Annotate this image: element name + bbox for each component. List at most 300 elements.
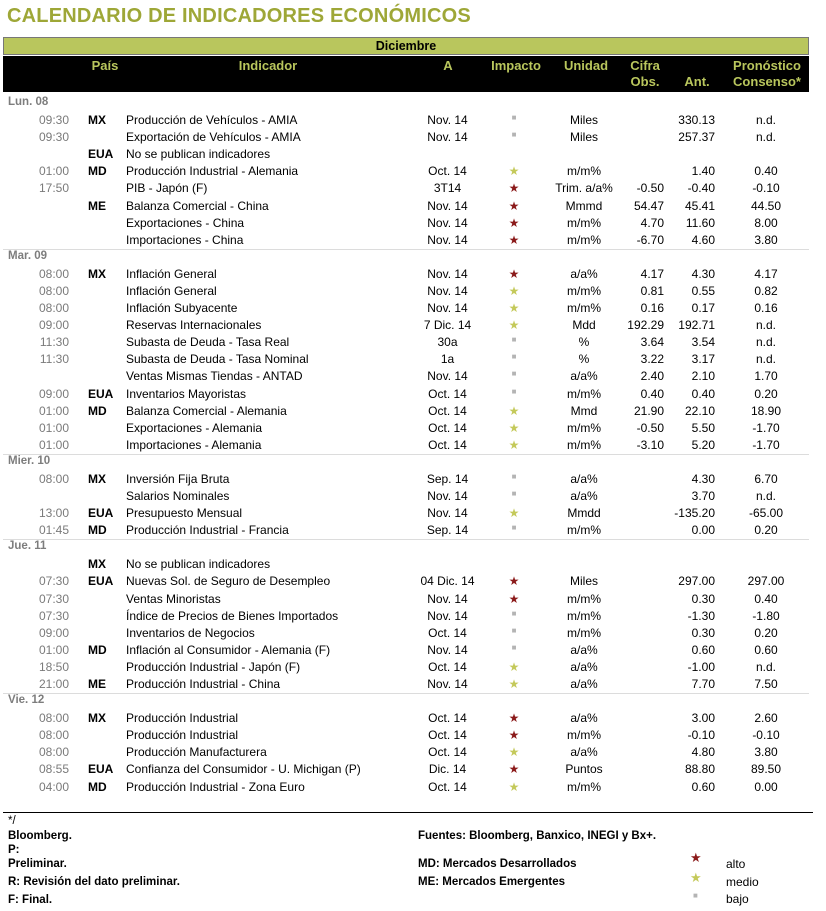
unit-cell: a/a% <box>570 659 598 674</box>
unit-cell: m/m% <box>567 591 601 606</box>
table-row <box>0 368 826 385</box>
period-cell: Dic. 14 <box>428 762 467 777</box>
table-row <box>0 129 826 146</box>
previous-cell: 0.30 <box>691 591 715 606</box>
time-cell: 08:55 <box>38 762 69 777</box>
impact-alto-icon: ★ <box>508 232 520 247</box>
sources-text: Fuentes: Bloomberg, Banxico, INEGI y Bx+. <box>418 830 657 842</box>
period-cell: Nov. 14 <box>427 677 468 691</box>
time-cell: 07:30 <box>38 574 69 589</box>
period-cell: Nov. 14 <box>427 369 468 384</box>
impact-alto-icon: ★ <box>508 266 520 281</box>
previous-cell: 4.60 <box>691 232 715 247</box>
period-cell: Oct. 14 <box>428 437 467 452</box>
impact-bajo-icon: ■ <box>511 608 517 618</box>
forecast-cell: n.d. <box>755 489 776 503</box>
day-label: Jue. 11 <box>8 540 47 553</box>
indicator-cell: Ventas Minoristas <box>126 591 221 606</box>
unit-cell: m/m% <box>567 523 601 538</box>
impact-medio-icon: ★ <box>508 164 520 179</box>
unit-cell: m/m% <box>567 232 601 247</box>
footnote-bloomberg: Bloomberg. <box>8 830 72 842</box>
indicator-cell: Producción Industrial - China <box>126 677 281 691</box>
day-label: Vie. 12 <box>8 694 45 707</box>
pais-cell: EUA <box>88 762 114 777</box>
unit-cell: a/a% <box>570 711 598 726</box>
previous-cell: 3.70 <box>691 489 715 503</box>
previous-cell: 7.70 <box>691 677 715 691</box>
unit-cell: m/m% <box>567 625 601 640</box>
forecast-cell: 0.40 <box>754 591 778 606</box>
time-cell: 08:00 <box>38 728 69 743</box>
observed-cell: 3.64 <box>640 335 664 350</box>
time-cell: 07:30 <box>38 591 69 606</box>
impact-bajo-icon: ■ <box>511 335 517 345</box>
forecast-cell: 18.90 <box>750 403 782 418</box>
previous-cell: 330.13 <box>678 113 715 127</box>
forecast-cell: -1.70 <box>752 437 780 452</box>
pais-cell: MD <box>88 164 107 179</box>
impact-bajo-icon: ■ <box>511 130 517 140</box>
observed-cell: 54.47 <box>633 198 664 213</box>
time-cell: 09:30 <box>38 130 69 145</box>
period-cell: Oct. 14 <box>428 164 467 179</box>
time-cell: 08:00 <box>38 471 69 486</box>
forecast-cell: n.d. <box>755 318 776 333</box>
unit-cell: m/m% <box>567 608 601 623</box>
indicator-cell: Importaciones - China <box>126 232 244 247</box>
indicator-cell: Inflación al Consumidor - Alemania (F) <box>126 642 331 657</box>
unit-cell: Miles <box>569 113 598 127</box>
time-cell: 08:00 <box>38 266 69 281</box>
time-cell: 11:30 <box>39 352 69 367</box>
unit-cell: a/a% <box>570 745 598 760</box>
time-cell: 04:00 <box>38 779 69 794</box>
day-separator <box>3 693 809 694</box>
previous-cell: 0.40 <box>691 386 715 401</box>
period-cell: Nov. 14 <box>427 232 468 247</box>
table-row <box>0 744 826 761</box>
forecast-cell: n.d. <box>755 335 776 350</box>
impact-alto-icon: ★ <box>508 574 520 589</box>
footnote-revision: R: Revisión del dato preliminar. <box>8 876 180 888</box>
indicator-cell: Balanza Comercial - Alemania <box>126 403 287 418</box>
impact-bajo-icon: ■ <box>511 489 517 498</box>
time-cell: 13:00 <box>38 506 69 521</box>
unit-cell: m/m% <box>567 728 601 743</box>
impact-medio-icon: ★ <box>508 506 520 521</box>
impact-medio-icon: ★ <box>508 301 520 315</box>
impact-alto-icon: ★ <box>508 591 520 606</box>
forecast-cell: 297.00 <box>747 574 785 589</box>
forecast-cell: 0.40 <box>754 164 778 179</box>
unit-cell: m/m% <box>567 301 601 315</box>
forecast-cell: 3.80 <box>754 745 778 760</box>
day-label: Lun. 08 <box>8 96 49 108</box>
previous-cell: 3.54 <box>691 335 715 350</box>
indicator-cell: Balanza Comercial - China <box>126 198 269 213</box>
unit-cell: Miles <box>569 130 598 145</box>
previous-cell: 4.80 <box>691 745 715 760</box>
table-row <box>0 608 826 625</box>
period-cell: 30a <box>437 335 458 350</box>
unit-cell: % <box>578 335 590 350</box>
day-separator <box>3 454 809 455</box>
pais-cell: EUA <box>88 147 114 162</box>
previous-cell: 3.00 <box>691 711 715 726</box>
previous-cell: 192.71 <box>678 318 715 333</box>
impact-bajo-icon: ■ <box>511 113 517 122</box>
pais-cell: MX <box>88 113 106 127</box>
time-cell: 21:00 <box>38 677 69 691</box>
forecast-cell: 6.70 <box>754 471 778 486</box>
day-separator <box>3 539 809 540</box>
unit-cell: a/a% <box>570 266 598 281</box>
forecast-cell: 4.17 <box>754 266 778 281</box>
table-row <box>0 334 826 351</box>
header-consenso: Consenso* <box>733 74 801 89</box>
indicator-cell: Exportaciones - China <box>126 215 245 230</box>
table-row <box>0 710 826 727</box>
forecast-cell: -0.10 <box>752 181 780 196</box>
day-label: Mar. 09 <box>8 249 47 262</box>
forecast-cell: -65.00 <box>748 506 784 521</box>
table-row <box>0 386 826 403</box>
unit-cell: Miles <box>569 574 598 589</box>
period-cell: Nov. 14 <box>427 130 468 145</box>
period-cell: Oct. 14 <box>428 659 467 674</box>
previous-cell: 0.30 <box>691 625 715 640</box>
forecast-cell: 0.60 <box>754 642 778 657</box>
indicator-cell: Nuevas Sol. de Seguro de Desempleo <box>126 574 331 589</box>
indicator-cell: No se publican indicadores <box>126 557 271 572</box>
time-cell: 01:00 <box>38 420 69 435</box>
time-cell: 01:00 <box>38 403 69 418</box>
table-row <box>0 727 826 744</box>
unit-cell: a/a% <box>570 642 598 657</box>
time-cell: 08:00 <box>38 283 69 298</box>
page-title: CALENDARIO DE INDICADORES ECONÓMICOS <box>7 5 471 27</box>
month-bar: Diciembre <box>3 37 809 55</box>
observed-cell: 0.40 <box>640 386 664 401</box>
forecast-cell: n.d. <box>755 659 776 674</box>
period-cell: Nov. 14 <box>427 113 468 127</box>
table-row <box>0 112 826 129</box>
previous-cell: 0.55 <box>691 283 715 298</box>
indicator-cell: Producción Industrial - Japón (F) <box>126 659 301 674</box>
time-cell: 01:45 <box>38 523 69 538</box>
unit-cell: m/m% <box>567 779 601 794</box>
pais-cell: ME <box>88 677 106 691</box>
period-cell: 3T14 <box>433 181 462 196</box>
previous-cell: 4.30 <box>691 471 715 486</box>
pais-cell: MX <box>88 557 106 572</box>
time-cell: 17:50 <box>38 181 69 196</box>
table-row <box>0 573 826 590</box>
header-pais: País <box>91 58 119 73</box>
observed-cell: -3.10 <box>636 437 664 452</box>
impact-medio-icon: ★ <box>508 437 520 452</box>
pais-cell: EUA <box>88 574 114 589</box>
impact-medio-icon: ★ <box>508 779 520 794</box>
impact-alto-icon: ★ <box>508 198 520 213</box>
period-cell: Nov. 14 <box>427 489 468 503</box>
time-cell: 08:00 <box>38 301 69 315</box>
unit-cell: Mmd <box>570 403 598 418</box>
legend-alto-label: alto <box>726 857 746 871</box>
indicator-cell: Producción Industrial - Zona Euro <box>126 779 305 794</box>
impact-medio-icon: ★ <box>508 318 520 333</box>
period-cell: 7 Dic. 14 <box>423 318 472 333</box>
previous-cell: 2.10 <box>691 369 715 384</box>
indicator-cell: Importaciones - Alemania <box>126 437 262 452</box>
legend-alto-icon: ★ <box>690 850 702 865</box>
observed-cell: 0.81 <box>640 283 664 298</box>
forecast-cell: 2.60 <box>754 711 778 726</box>
observed-cell: -6.70 <box>636 232 664 247</box>
indicator-cell: Producción Industrial - Francia <box>126 523 289 538</box>
previous-cell: 4.30 <box>691 266 715 281</box>
forecast-cell: n.d. <box>755 113 776 127</box>
footer-divider <box>3 812 813 813</box>
previous-cell: 1.40 <box>691 164 715 179</box>
pais-cell: MX <box>88 471 106 486</box>
forecast-cell: 7.50 <box>754 677 778 691</box>
table-row <box>0 659 826 676</box>
indicator-cell: Presupuesto Mensual <box>126 506 243 521</box>
table-row <box>0 420 826 437</box>
unit-cell: Mmmd <box>565 198 603 213</box>
impact-alto-icon: ★ <box>508 762 520 777</box>
time-cell: 01:00 <box>38 437 69 452</box>
time-cell: 07:30 <box>38 608 69 623</box>
previous-cell: 22.10 <box>684 403 715 418</box>
forecast-cell: 0.20 <box>754 625 778 640</box>
period-cell: Sep. 14 <box>426 471 469 486</box>
previous-cell: 0.17 <box>691 301 715 315</box>
impact-medio-icon: ★ <box>508 659 520 674</box>
unit-cell: m/m% <box>567 386 601 401</box>
forecast-cell: 0.00 <box>754 779 778 794</box>
forecast-cell: 0.20 <box>754 523 778 538</box>
impact-alto-icon: ★ <box>508 181 520 196</box>
previous-cell: 5.50 <box>691 420 715 435</box>
indicator-cell: Ventas Mismas Tiendas - ANTAD <box>126 369 303 384</box>
pais-cell: ME <box>88 198 106 213</box>
previous-cell: 0.60 <box>691 779 715 794</box>
indicator-cell: Producción de Vehículos - AMIA <box>126 113 298 127</box>
time-cell: 08:00 <box>38 745 69 760</box>
table-row <box>0 283 826 300</box>
pais-cell: MD <box>88 642 107 657</box>
previous-cell: 88.80 <box>684 762 715 777</box>
previous-cell: 11.60 <box>685 215 715 230</box>
forecast-cell: 44.50 <box>750 198 782 213</box>
unit-cell: Trim. a/a% <box>555 181 613 196</box>
footnote-preliminar: Preliminar. <box>8 858 67 870</box>
header-ant: Ant. <box>684 74 710 89</box>
impact-medio-icon: ★ <box>508 677 520 691</box>
unit-cell: m/m% <box>567 215 601 230</box>
previous-cell: 3.17 <box>691 352 715 367</box>
previous-cell: -1.30 <box>687 608 715 623</box>
indicator-cell: Subasta de Deuda - Tasa Real <box>126 335 290 350</box>
unit-cell: a/a% <box>570 677 598 691</box>
period-cell: Nov. 14 <box>427 283 468 298</box>
previous-cell: -0.10 <box>687 728 715 743</box>
indicator-cell: Exportación de Vehículos - AMIA <box>126 130 301 145</box>
previous-cell: 45.41 <box>684 198 715 213</box>
footnote-marker: */ <box>8 815 16 827</box>
forecast-cell: 0.82 <box>754 283 778 298</box>
period-cell: Oct. 14 <box>428 728 467 743</box>
table-row <box>0 300 826 317</box>
indicator-cell: Inflación General <box>126 266 217 281</box>
impact-bajo-icon: ■ <box>511 471 517 481</box>
time-cell: 11:30 <box>39 335 69 350</box>
forecast-cell: 8.00 <box>754 215 778 230</box>
previous-cell: 0.00 <box>691 523 715 538</box>
table-row <box>0 403 826 420</box>
impact-bajo-icon: ■ <box>511 642 517 652</box>
time-cell: 18:50 <box>38 659 69 674</box>
unit-cell: m/m% <box>567 164 601 179</box>
header-cifra: Cifra <box>630 58 660 73</box>
table-row <box>0 676 826 693</box>
footnote-final: F: Final. <box>8 894 53 906</box>
table-row <box>0 437 826 454</box>
indicator-cell: Reservas Internacionales <box>126 318 262 333</box>
indicator-cell: Producción Industrial <box>126 711 239 726</box>
forecast-cell: 0.16 <box>754 301 778 315</box>
table-row <box>0 317 826 334</box>
pais-cell: MX <box>88 711 106 726</box>
impact-bajo-icon: ■ <box>511 352 517 362</box>
forecast-cell: n.d. <box>755 352 776 367</box>
period-cell: Oct. 14 <box>428 745 467 760</box>
table-row <box>0 761 826 778</box>
unit-cell: a/a% <box>570 369 598 384</box>
observed-cell: 4.70 <box>640 215 664 230</box>
table-row <box>0 625 826 642</box>
indicator-cell: Índice de Precios de Bienes Importados <box>126 608 339 623</box>
pais-cell: MD <box>88 523 107 538</box>
indicator-cell: Inventarios de Negocios <box>126 625 255 640</box>
observed-cell: 4.17 <box>640 266 664 281</box>
table-row <box>0 556 826 573</box>
header-cifra-obs: Obs. <box>630 74 660 89</box>
impact-medio-icon: ★ <box>508 403 520 418</box>
period-cell: Sep. 14 <box>426 523 469 538</box>
previous-cell: 257.37 <box>678 130 715 145</box>
header-impacto: Impacto <box>491 58 541 73</box>
period-cell: Oct. 14 <box>428 403 467 418</box>
period-cell: Nov. 14 <box>427 591 468 606</box>
period-cell: Nov. 14 <box>427 608 468 623</box>
unit-cell: Mdd <box>572 318 596 333</box>
observed-cell: 0.16 <box>640 301 664 315</box>
previous-cell: 0.60 <box>691 642 715 657</box>
impact-bajo-icon: ■ <box>511 625 517 635</box>
indicator-cell: PIB - Japón (F) <box>126 181 208 196</box>
indicator-cell: Salarios Nominales <box>126 489 230 503</box>
table-row <box>0 198 826 215</box>
unit-cell: % <box>578 352 590 367</box>
period-cell: Oct. 14 <box>428 625 467 640</box>
period-cell: Oct. 14 <box>428 779 467 794</box>
forecast-cell: n.d. <box>755 130 776 145</box>
impact-bajo-icon: ■ <box>511 386 517 396</box>
period-cell: Nov. 14 <box>427 642 468 657</box>
period-cell: Oct. 14 <box>428 420 467 435</box>
table-row <box>0 163 826 180</box>
time-cell: 09:30 <box>38 113 69 127</box>
observed-cell: 3.22 <box>640 352 664 367</box>
previous-cell: -135.20 <box>674 506 715 521</box>
period-cell: 04 Dic. 14 <box>420 574 475 589</box>
unit-cell: Mmdd <box>567 506 601 521</box>
unit-cell: a/a% <box>570 489 598 503</box>
table-row <box>0 488 826 505</box>
time-cell: 01:00 <box>38 642 69 657</box>
forecast-cell: -1.80 <box>752 608 780 623</box>
table-row <box>0 471 826 488</box>
impact-medio-icon: ★ <box>508 283 520 298</box>
table-row <box>0 591 826 608</box>
pais-cell: MD <box>88 779 107 794</box>
table-row <box>0 232 826 249</box>
md-definition: MD: Mercados Desarrollados <box>418 858 577 870</box>
indicator-cell: Confianza del Consumidor - U. Michigan (P) <box>126 762 361 777</box>
unit-cell: m/m% <box>567 283 601 298</box>
time-cell: 08:00 <box>38 711 69 726</box>
impact-bajo-icon: ■ <box>511 369 517 379</box>
period-cell: Nov. 14 <box>427 301 468 315</box>
period-cell: Nov. 14 <box>427 506 468 521</box>
forecast-cell: 0.20 <box>754 386 778 401</box>
legend-bajo-icon: ■ <box>693 891 698 900</box>
indicator-cell: Inversión Fija Bruta <box>126 471 230 486</box>
indicator-cell: Producción Manufacturera <box>126 745 267 760</box>
time-cell: 09:00 <box>38 625 69 640</box>
impact-bajo-icon: ■ <box>511 523 517 533</box>
previous-cell: -0.40 <box>687 181 715 196</box>
pais-cell: EUA <box>88 386 114 401</box>
impact-medio-icon: ★ <box>508 745 520 760</box>
me-definition: ME: Mercados Emergentes <box>418 876 565 888</box>
legend-medio-label: medio <box>726 875 759 889</box>
day-separator <box>3 249 809 250</box>
period-cell: Nov. 14 <box>427 198 468 213</box>
time-cell: 09:00 <box>38 386 69 401</box>
period-cell: 1a <box>440 352 455 367</box>
indicator-cell: Inflación Subyacente <box>126 301 238 315</box>
table-row <box>0 215 826 232</box>
table-row <box>0 505 826 522</box>
indicator-cell: Producción Industrial - Alemania <box>126 164 299 179</box>
time-cell: 01:00 <box>38 164 69 179</box>
table-row <box>0 146 826 163</box>
table-row <box>0 779 826 796</box>
observed-cell: -0.50 <box>636 420 664 435</box>
period-cell: Oct. 14 <box>428 386 467 401</box>
time-cell: 09:00 <box>38 318 69 333</box>
header-a: A <box>443 58 453 73</box>
period-cell: Oct. 14 <box>428 711 467 726</box>
indicator-cell: Inventarios Mayoristas <box>126 386 247 401</box>
table-row <box>0 180 826 197</box>
forecast-cell: 3.80 <box>754 232 778 247</box>
